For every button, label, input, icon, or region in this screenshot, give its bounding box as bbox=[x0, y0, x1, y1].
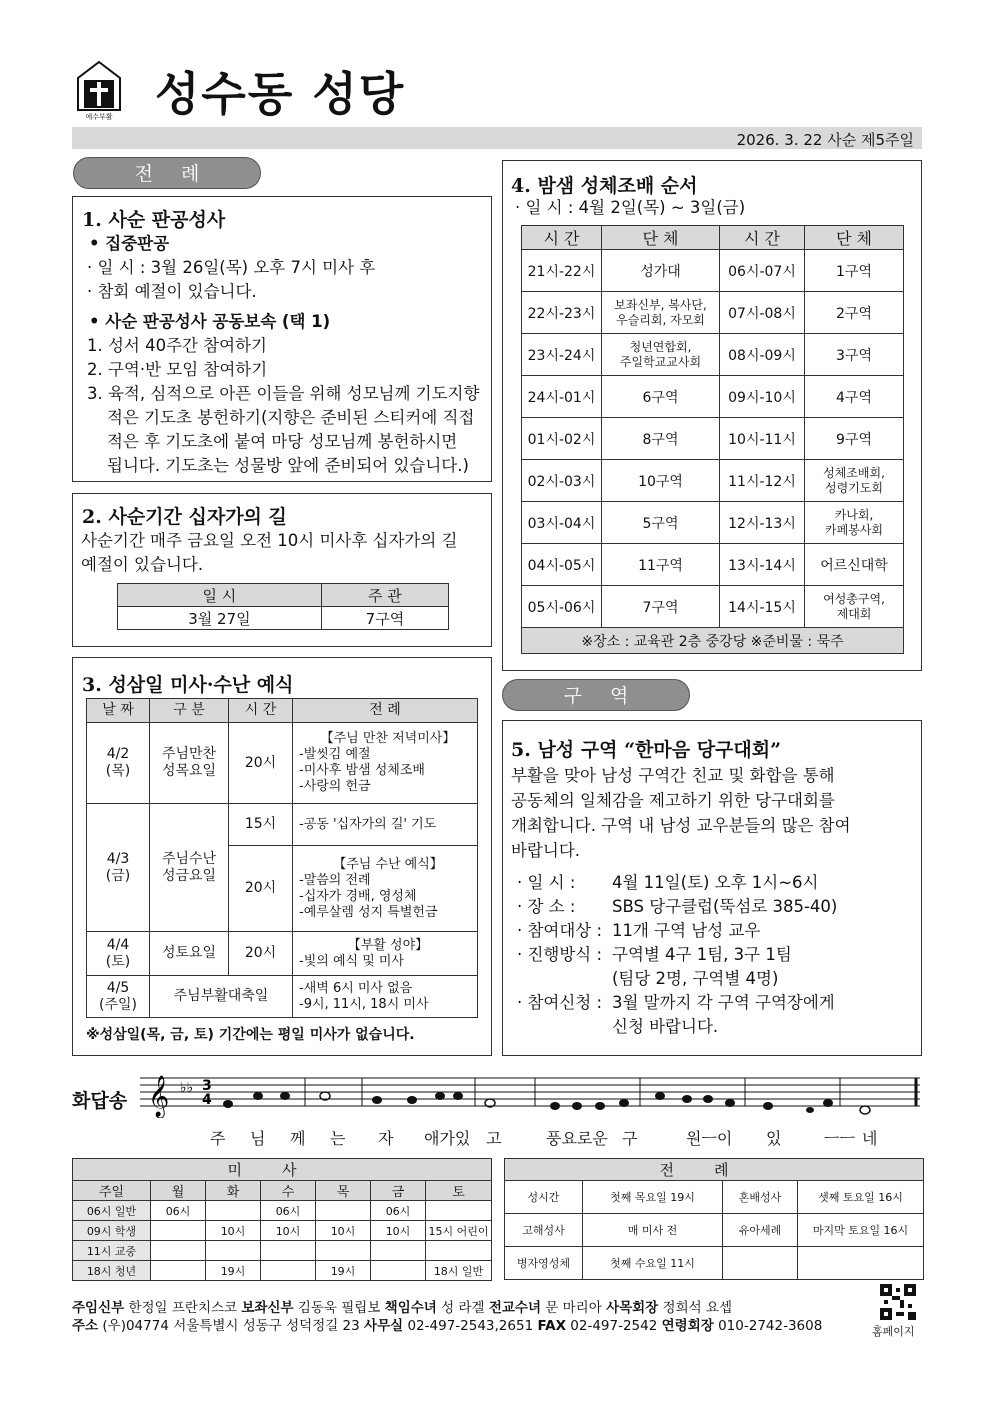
sec5-body: 바랍니다. bbox=[511, 841, 581, 860]
cell: 11구역 bbox=[602, 544, 720, 586]
cell: 02시-03시 bbox=[522, 460, 602, 502]
sec5-body: 개최합니다. 구역 내 남성 교우분들의 많은 참여 bbox=[511, 816, 851, 835]
detail-label: · 진행방식 : bbox=[517, 945, 603, 964]
footer-key: FAX bbox=[537, 1318, 566, 1334]
cell: 23시-24시 bbox=[522, 334, 602, 376]
lyric-syllable: 님 bbox=[250, 1129, 266, 1148]
cell: 주님부활대축일 bbox=[150, 976, 293, 1018]
lyric-syllable: 께 bbox=[290, 1129, 306, 1148]
cell: 03시-04시 bbox=[522, 502, 602, 544]
cell: 5구역 bbox=[602, 502, 720, 544]
cell bbox=[293, 723, 478, 804]
cell bbox=[293, 846, 478, 932]
mass-row-label: 06시 일반 bbox=[73, 1201, 151, 1221]
sec5-body: 부활을 맞아 남성 구역간 친교 및 화합을 통해 bbox=[511, 766, 835, 785]
mass-row-label: 11시 교중 bbox=[73, 1241, 151, 1261]
header-cell: 시 간 bbox=[720, 226, 805, 250]
sec1-item: 적은 기도초 봉헌하기(지향은 준비된 스티커에 직접 bbox=[107, 408, 475, 427]
cell: 청년연합회, 주일학교교사회 bbox=[602, 334, 720, 376]
sacraments-box bbox=[504, 1158, 924, 1280]
mass-cell: 06시 bbox=[371, 1201, 426, 1221]
footer-key: 사목회장 bbox=[606, 1300, 659, 1316]
cell: 주님수난 성금요일 bbox=[150, 804, 229, 932]
cell: 15시 bbox=[229, 804, 293, 846]
lyric-syllable: 풍요로운 bbox=[546, 1129, 608, 1148]
mass-title: 미사 bbox=[73, 1159, 492, 1181]
mass-row-label: 09시 학생 bbox=[73, 1221, 151, 1241]
footer-value: 한정일 프란치스코 bbox=[124, 1300, 242, 1316]
mass-cell: 18시 일반 bbox=[426, 1261, 492, 1281]
day-header: 목 bbox=[316, 1181, 371, 1201]
detail-value: 11개 구역 남성 교우 bbox=[612, 921, 761, 940]
psalm-label: 화답송 bbox=[72, 1090, 128, 1112]
footer-key: 사무실 bbox=[364, 1318, 404, 1334]
liturgy-pill: 전례 bbox=[73, 157, 261, 189]
header-cell: 주 관 bbox=[321, 584, 448, 607]
section-5 bbox=[502, 720, 922, 1056]
sec1-note: · 참회 예절이 있습니다. bbox=[87, 282, 257, 301]
date-line: 2026. 3. 22 사순 제5주일 bbox=[736, 131, 914, 149]
section-2 bbox=[72, 493, 492, 647]
detail-row bbox=[517, 1015, 907, 1039]
header-cell: 전 례 bbox=[293, 699, 478, 723]
mass-box bbox=[72, 1158, 492, 1280]
sec1-item: 1. 성서 40주간 참여하기 bbox=[87, 336, 267, 355]
sec3-title: 3. 성삼일 미사·수난 예식 bbox=[82, 674, 294, 696]
day-header: 월 bbox=[151, 1181, 206, 1201]
lyric-syllable: 고 bbox=[486, 1129, 502, 1148]
detail-row bbox=[517, 991, 907, 1015]
sacrament-time: 매 미사 전 bbox=[583, 1214, 723, 1247]
mass-table bbox=[72, 1158, 492, 1281]
detail-row bbox=[517, 871, 907, 895]
lyric-syllable: ㅡㅡ bbox=[824, 1129, 855, 1148]
lit-items: -발씻김 예절 -미사후 밤샘 성체조배 -사랑의 헌금 bbox=[299, 747, 425, 794]
cell: 06시-07시 bbox=[720, 250, 805, 292]
footer-value: 성 라겔 bbox=[436, 1300, 489, 1316]
detail-value: 신청 바랍니다. bbox=[612, 1017, 719, 1036]
footer-line-1 bbox=[72, 1296, 732, 1316]
cell: -새벽 6시 미사 없음 -9시, 11시, 18시 미사 bbox=[293, 976, 478, 1018]
mass-cell bbox=[316, 1201, 371, 1221]
mass-row-label: 18시 청년 bbox=[73, 1261, 151, 1281]
cell: 21시-22시 bbox=[522, 250, 602, 292]
mass-cell: 10시 bbox=[261, 1221, 316, 1241]
psalm-staff bbox=[140, 1068, 922, 1118]
sacrament-time: 첫째 수요일 11시 bbox=[583, 1247, 723, 1280]
detail-row bbox=[517, 895, 907, 919]
cell: 2구역 bbox=[805, 292, 904, 334]
sacrament-label bbox=[723, 1247, 798, 1280]
mass-cell bbox=[206, 1241, 261, 1261]
svg-text:𝄞: 𝄞 bbox=[148, 1076, 170, 1117]
cell: 카나회, 카페봉사회 bbox=[805, 502, 904, 544]
section-4 bbox=[502, 160, 922, 671]
footer-value: 02-497-2543,2651 bbox=[403, 1318, 538, 1334]
header-cell: 시 간 bbox=[229, 699, 293, 723]
adoration-footer: ※장소 : 교육관 2층 중강당 ※준비물 : 묵주 bbox=[522, 628, 904, 654]
cell: 여성총구역, 제대회 bbox=[805, 586, 904, 628]
detail-value: 4월 11일(토) 오후 1시~6시 bbox=[612, 873, 819, 892]
cell: 22시-23시 bbox=[522, 292, 602, 334]
cell: 보좌신부, 복사단, 우슬리회, 자모회 bbox=[602, 292, 720, 334]
sec4-title: 4. 밤샘 성체조배 순서 bbox=[511, 175, 698, 197]
sec2-title: 2. 사순기간 십자가의 길 bbox=[82, 506, 287, 528]
cell: 3구역 bbox=[805, 334, 904, 376]
header-cell: 단 체 bbox=[805, 226, 904, 250]
lyric-syllable: 자 bbox=[378, 1129, 394, 1148]
svg-text:♭♭: ♭♭ bbox=[180, 1080, 194, 1096]
footer-value: 정희석 요셉 bbox=[658, 1300, 733, 1316]
mass-cell: 06시 bbox=[151, 1201, 206, 1221]
cell: 성체조배회, 성령기도회 bbox=[805, 460, 904, 502]
cell: 성토요일 bbox=[150, 932, 229, 976]
mass-cell bbox=[426, 1201, 492, 1221]
detail-value: 3월 말까지 각 구역 구역장에게 bbox=[612, 993, 835, 1012]
lit-items: -말씀의 전례 -십자가 경배, 영성체 -예루살렘 성지 특별헌금 bbox=[299, 872, 438, 920]
lit-title: 【주님 수난 예식】 bbox=[333, 856, 443, 872]
cell: 4구역 bbox=[805, 376, 904, 418]
sacrament-time: 마지막 토요일 16시 bbox=[798, 1214, 924, 1247]
cell: 4/2 (목) bbox=[87, 723, 150, 804]
sec1-sub1: • 집중판공 bbox=[89, 234, 170, 253]
footer-key: 연령회장 bbox=[661, 1318, 714, 1334]
cell: 20시 bbox=[229, 932, 293, 976]
mass-cell bbox=[151, 1221, 206, 1241]
detail-row bbox=[517, 967, 907, 991]
svg-text:4: 4 bbox=[202, 1092, 212, 1108]
cell: 08시-09시 bbox=[720, 334, 805, 376]
lyric-syllable: 주 bbox=[210, 1129, 226, 1148]
footer-value: 김동욱 필립보 bbox=[293, 1300, 385, 1316]
adoration-table bbox=[521, 225, 904, 654]
header-cell: 시 간 bbox=[522, 226, 602, 250]
day-header: 수 bbox=[261, 1181, 316, 1201]
footer-key: 주소 bbox=[72, 1318, 99, 1334]
mass-cell: 10시 bbox=[371, 1221, 426, 1241]
triduum-table bbox=[86, 698, 478, 1018]
sacrament-time: 셋째 토요일 16시 bbox=[798, 1181, 924, 1214]
logo-caption: 예수부활 bbox=[85, 113, 113, 121]
psalm-lyrics bbox=[210, 1126, 890, 1148]
cell: 12시-13시 bbox=[720, 502, 805, 544]
mass-cell: 10시 bbox=[206, 1221, 261, 1241]
cell: 13시-14시 bbox=[720, 544, 805, 586]
cell: 6구역 bbox=[602, 376, 720, 418]
lit-title: 【부활 성야】 bbox=[347, 937, 429, 953]
detail-row bbox=[517, 943, 907, 967]
cell: 4/4 (토) bbox=[87, 932, 150, 976]
qr-code bbox=[880, 1284, 916, 1320]
sacrament-label: 혼배성사 bbox=[723, 1181, 798, 1214]
sec1-item: 적은 후 기도초에 붙여 마당 성모님께 봉헌하시면 bbox=[107, 432, 458, 451]
footer-key: 주임신부 bbox=[72, 1300, 125, 1316]
day-header: 토 bbox=[426, 1181, 492, 1201]
sacrament-label: 성시간 bbox=[505, 1181, 583, 1214]
mass-cell: 19시 bbox=[316, 1261, 371, 1281]
mass-cell: 06시 bbox=[261, 1201, 316, 1221]
header-cell: 일 시 bbox=[118, 584, 322, 607]
detail-row bbox=[517, 919, 907, 943]
mass-cell: 10시 bbox=[316, 1221, 371, 1241]
cell: 4/5 (주일) bbox=[87, 976, 150, 1018]
lyric-syllable: 구 bbox=[622, 1129, 638, 1148]
section-1 bbox=[72, 196, 492, 482]
section-3 bbox=[72, 657, 492, 1056]
sacrament-time bbox=[798, 1247, 924, 1280]
cell: 3월 27일 bbox=[118, 607, 322, 630]
mass-cell bbox=[261, 1241, 316, 1261]
mass-cell bbox=[371, 1241, 426, 1261]
sec5-title: 5. 남성 구역 “한마음 당구대회” bbox=[511, 739, 782, 761]
cell: 7구역 bbox=[602, 586, 720, 628]
sec2-body: 사순기간 매주 금요일 오전 10시 미사후 십자가의 길 bbox=[81, 531, 458, 550]
footer-value: 02-497-2542 bbox=[565, 1318, 662, 1334]
cell: -공동 '십자가의 길' 기도 bbox=[293, 804, 478, 846]
footer-line-2 bbox=[72, 1314, 822, 1334]
lyric-syllable: 애가있 bbox=[424, 1129, 471, 1148]
mass-cell bbox=[316, 1241, 371, 1261]
cell: 7구역 bbox=[321, 607, 448, 630]
cell: 14시-15시 bbox=[720, 586, 805, 628]
detail-label: · 참여신청 : bbox=[517, 993, 603, 1012]
lyric-syllable: 있 bbox=[766, 1129, 782, 1148]
cell bbox=[293, 932, 478, 976]
cell: 8구역 bbox=[602, 418, 720, 460]
sec2-table bbox=[117, 583, 449, 630]
sec3-footnote: ※성삼일(목, 금, 토) 기간에는 평일 미사가 없습니다. bbox=[86, 1027, 415, 1043]
detail-value: SBS 당구클럽(뚝섬로 385-40) bbox=[612, 897, 838, 916]
cell: 20시 bbox=[229, 846, 293, 932]
cell: 09시-10시 bbox=[720, 376, 805, 418]
mass-cell bbox=[261, 1261, 316, 1281]
detail-value: 구역별 4구 1팀, 3구 1팀 bbox=[612, 945, 792, 964]
cell: 주님만찬 성목요일 bbox=[150, 723, 229, 804]
lit-items: -빛의 예식 및 미사 bbox=[299, 953, 404, 969]
sec2-body: 예절이 있습니다. bbox=[81, 555, 204, 574]
day-header: 금 bbox=[371, 1181, 426, 1201]
sec4-when: · 일 시 : 4월 2일(목) ~ 3일(금) bbox=[515, 198, 746, 217]
sacrament-label: 고해성사 bbox=[505, 1214, 583, 1247]
sacrament-label: 병자영성체 bbox=[505, 1247, 583, 1280]
cell: 10시-11시 bbox=[720, 418, 805, 460]
mass-cell bbox=[426, 1241, 492, 1261]
mass-cell bbox=[151, 1241, 206, 1261]
sec5-details bbox=[517, 871, 907, 1039]
cell: 9구역 bbox=[805, 418, 904, 460]
cell: 10구역 bbox=[602, 460, 720, 502]
day-header: 화 bbox=[206, 1181, 261, 1201]
sacrament-label: 유아세례 bbox=[723, 1214, 798, 1247]
sec5-body: 공동체의 일체감을 제고하기 위한 당구대회를 bbox=[511, 791, 835, 810]
day-header: 주일 bbox=[73, 1181, 151, 1201]
sec1-sub2: • 사순 판공성사 공동보속 (택 1) bbox=[89, 312, 331, 331]
detail-label: · 참여대상 : bbox=[517, 921, 603, 940]
footer-value: (우)04774 서울특별시 성동구 성덕정길 23 bbox=[98, 1318, 365, 1334]
district-pill: 구역 bbox=[502, 679, 690, 711]
sec1-item: 3. 육적, 심적으로 아픈 이들을 위해 성모님께 기도지향 bbox=[87, 384, 480, 403]
mass-cell bbox=[206, 1201, 261, 1221]
qr-label: 홈페이지 bbox=[872, 1325, 915, 1338]
cell: 01시-02시 bbox=[522, 418, 602, 460]
mass-cell: 19시 bbox=[206, 1261, 261, 1281]
sacraments-title: 전례 bbox=[505, 1159, 924, 1181]
footer-key: 전교수녀 bbox=[488, 1300, 542, 1316]
cell: 성가대 bbox=[602, 250, 720, 292]
header-cell: 단 체 bbox=[602, 226, 720, 250]
lyric-syllable: 는 bbox=[330, 1129, 346, 1148]
detail-label: · 일 시 : bbox=[517, 873, 576, 892]
footer-value: 010-2742-3608 bbox=[713, 1318, 823, 1334]
detail-label bbox=[517, 1015, 612, 1039]
sec1-when: · 일 시 : 3월 26일(목) 오후 7시 미사 후 bbox=[87, 258, 376, 277]
cell: 11시-12시 bbox=[720, 460, 805, 502]
svg-text:3: 3 bbox=[202, 1078, 212, 1094]
cell: 4/3 (금) bbox=[87, 804, 150, 932]
cell: 24시-01시 bbox=[522, 376, 602, 418]
sacraments-table bbox=[504, 1158, 924, 1280]
lit-title: 【주님 만찬 저녁미사】 bbox=[320, 731, 456, 746]
detail-label bbox=[517, 967, 612, 991]
sec1-title: 1. 사순 판공성사 bbox=[82, 209, 226, 231]
cell: 07시-08시 bbox=[720, 292, 805, 334]
footer-value: 문 마리아 bbox=[541, 1300, 607, 1316]
mass-cell bbox=[371, 1261, 426, 1281]
cell: 05시-06시 bbox=[522, 586, 602, 628]
church-title: 성수동 성당 bbox=[155, 67, 406, 121]
sec1-item: 2. 구역·반 모임 참여하기 bbox=[87, 360, 268, 379]
sec1-item: 됩니다. 기도초는 성물방 앞에 준비되어 있습니다.) bbox=[107, 456, 469, 475]
mass-cell bbox=[151, 1261, 206, 1281]
lyric-syllable: 원ㅡ이 bbox=[686, 1129, 733, 1148]
cell: 04시-05시 bbox=[522, 544, 602, 586]
header-cell: 구 분 bbox=[150, 699, 229, 723]
header-cell: 날 짜 bbox=[87, 699, 150, 723]
footer-key: 보좌신부 bbox=[241, 1300, 294, 1316]
cell: 어르신대학 bbox=[805, 544, 904, 586]
sacrament-time: 첫째 목요일 19시 bbox=[583, 1181, 723, 1214]
footer-key: 책임수녀 bbox=[384, 1300, 437, 1316]
mass-cell: 15시 어린이 bbox=[426, 1221, 492, 1241]
lyric-syllable: 네 bbox=[862, 1129, 878, 1148]
cell: 20시 bbox=[229, 723, 293, 804]
cell: 1구역 bbox=[805, 250, 904, 292]
detail-value: (팀당 2명, 구역별 4명) bbox=[612, 969, 779, 988]
detail-label: · 장 소 : bbox=[517, 897, 576, 916]
